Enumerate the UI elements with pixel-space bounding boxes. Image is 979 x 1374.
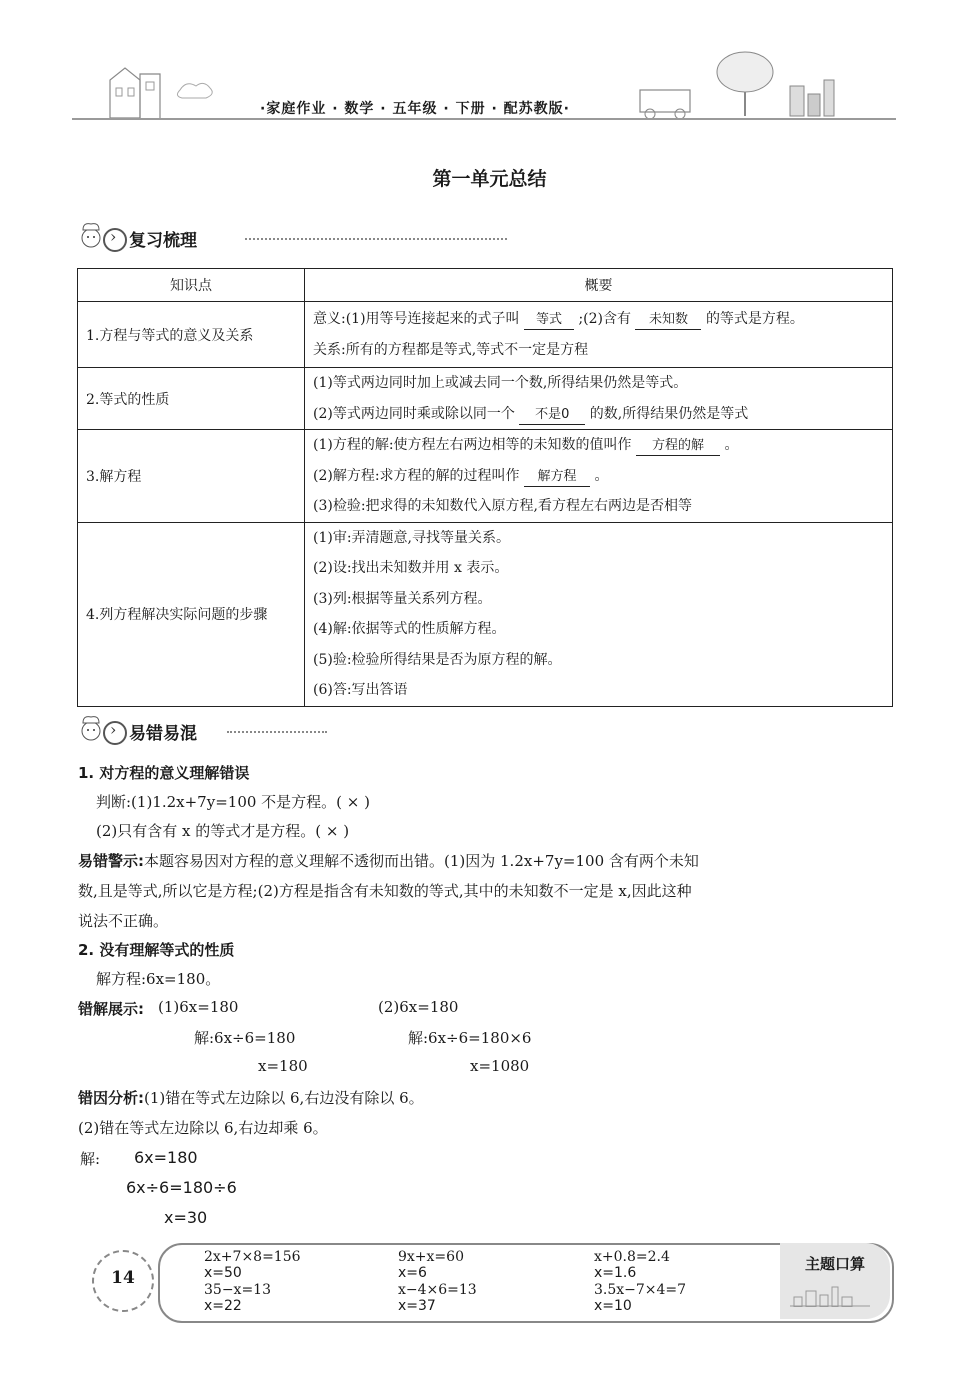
summary-line: (2)设:找出未知数并用 x 表示。: [313, 560, 509, 576]
summary-line: (6)答:写出答语: [313, 682, 408, 698]
handwritten-answer: x=6: [398, 1265, 427, 1281]
summary-cell: [305, 430, 893, 523]
question-line: (2)只有含有 x 的等式才是方程。( × ): [96, 822, 350, 840]
column-header: 概要: [305, 269, 893, 302]
topic-cell: 4.列方程解决实际问题的步骤: [78, 522, 305, 706]
topic-cell: 1.方程与等式的意义及关系: [78, 302, 305, 368]
table-row: [78, 430, 893, 523]
summary-line: (3)列:根据等量关系列方程。: [313, 590, 492, 607]
oral-practice-title: 主题口算: [804, 1255, 865, 1273]
item-title: 1. 对方程的意义理解错误: [78, 764, 250, 782]
header-rule: [72, 118, 896, 120]
handwritten-answer: x=1.6: [594, 1265, 637, 1281]
table-row: [78, 522, 893, 706]
oral-exercise: x+0.8=2.4 x=1.6: [594, 1249, 670, 1281]
table-row: [78, 302, 893, 368]
oral-exercise: 9x+x=60 x=6: [398, 1249, 464, 1281]
knowledge-table: [77, 268, 893, 707]
summary-line: (1)审:弄清题意,寻找等量关系。: [313, 529, 510, 546]
section-heading-mistakes: [77, 713, 517, 747]
section-title: 易错易混: [129, 724, 197, 744]
column-header: 知识点: [78, 269, 305, 302]
warning-label: 易错警示:: [78, 852, 144, 870]
summary-line: (2)等式两边同时乘或除以同一个 不是0 的数,所得结果仍然是等式: [313, 399, 884, 430]
wrong-solution-line: 解:6x÷6=180×6: [408, 1029, 532, 1047]
answer-blank: 解方程: [524, 468, 590, 487]
answer-blank: 未知数: [635, 311, 701, 330]
answer-blank: 等式: [524, 311, 574, 330]
wrong-solution-line: 解:6x÷6=180: [194, 1029, 296, 1047]
solution-label: 解:: [80, 1150, 101, 1168]
oral-exercise: x−4×6=13 x=37: [398, 1282, 477, 1314]
answer-blank: 方程的解: [636, 437, 720, 456]
handwritten-answer: 6x=180: [134, 1148, 198, 1167]
wrong-solution-label: 错解展示:: [78, 1000, 144, 1018]
summary-cell: [305, 522, 893, 706]
problem-line: 解方程:6x=180。: [96, 970, 221, 988]
answer-blank: 不是0: [519, 406, 585, 425]
analysis-line: (2)错在等式左边除以 6,右边却乘 6。: [78, 1119, 328, 1137]
analysis-line: 错因分析:(1)错在等式左边除以 6,右边没有除以 6。: [78, 1089, 424, 1107]
summary-line: (1)等式两边同时加上或减去同一个数,所得结果仍然是等式。: [313, 375, 688, 391]
wrong-solution-line: x=1080: [470, 1057, 530, 1075]
question-line: 判断:(1)1.2x+7y=100 不是方程。( × ): [96, 793, 370, 811]
summary-line: (3)检验:把求得的未知数代入原方程,看方程左右两边是否相等: [313, 498, 692, 514]
arrow-ring-icon: [103, 228, 127, 252]
summary-cell: [305, 368, 893, 430]
summary-line: (1)方程的解:使方程左右两边相等的未知数的值叫作 方程的解 。: [313, 430, 884, 461]
wrong-solution-line: (2)6x=180: [378, 998, 459, 1016]
warning-line: 数,且是等式,所以它是方程;(2)方程是指含有未知数的等式,其中的未知数不一定是 x,因此这种: [78, 882, 692, 900]
topic-cell: 2.等式的性质: [78, 368, 305, 430]
dotted-divider: [245, 238, 507, 240]
table-row: [78, 368, 893, 430]
oral-exercise: 35−x=13 x=22: [204, 1282, 271, 1314]
summary-line: 关系:所有的方程都是等式,等式不一定是方程: [313, 341, 589, 358]
summary-line: (2)解方程:求方程的解的过程叫作 解方程 。: [313, 461, 884, 492]
skyline-icon: [790, 1285, 870, 1307]
warning-line: 易错警示:本题容易因对方程的意义理解不透彻而出错。(1)因为 1.2x+7y=100 含有两个未知: [78, 852, 699, 870]
summary-line: (4)解:依据等式的性质解方程。: [313, 621, 506, 637]
header-illustration-left: [90, 60, 230, 120]
summary-line: (5)验:检验所得结果是否为原方程的解。: [313, 651, 562, 668]
header-series-title: ·家庭作业 · 数学 · 五年级 · 下册 · 配苏教版·: [260, 101, 570, 117]
summary-line: 意义:(1)用等号连接起来的式子叫 等式 ;(2)含有 未知数 的等式是方程。: [313, 304, 884, 335]
oral-exercise: 2x+7×8=156 x=50: [204, 1249, 301, 1281]
table-header-row: [78, 269, 893, 302]
page-number: 14: [111, 1268, 135, 1288]
wrong-solution-line: x=180: [258, 1057, 308, 1075]
topic-cell: 3.解方程: [78, 430, 305, 523]
section-title: 复习梳理: [129, 231, 197, 251]
section-heading-review: [77, 220, 517, 254]
summary-cell: [305, 302, 893, 368]
handwritten-answer: x=30: [164, 1208, 208, 1227]
analysis-label: 错因分析:: [78, 1089, 144, 1107]
handwritten-answer: x=10: [594, 1298, 632, 1314]
item-title: 2. 没有理解等式的性质: [78, 941, 235, 959]
chef-mascot-icon: [77, 220, 105, 254]
oral-exercise: 3.5x−7×4=7 x=10: [594, 1282, 687, 1314]
handwritten-answer: x=50: [204, 1265, 242, 1281]
chef-mascot-icon: [77, 713, 105, 747]
header-illustration-right: [620, 50, 870, 120]
page-title: 第一单元总结: [432, 168, 547, 190]
handwritten-answer: x=37: [398, 1298, 436, 1314]
arrow-ring-icon: [103, 721, 127, 745]
warning-line: 说法不正确。: [78, 912, 169, 930]
dotted-divider: [227, 731, 327, 733]
handwritten-answer: 6x÷6=180÷6: [126, 1178, 237, 1197]
handwritten-answer: x=22: [204, 1298, 242, 1314]
wrong-solution-line: (1)6x=180: [158, 998, 239, 1016]
